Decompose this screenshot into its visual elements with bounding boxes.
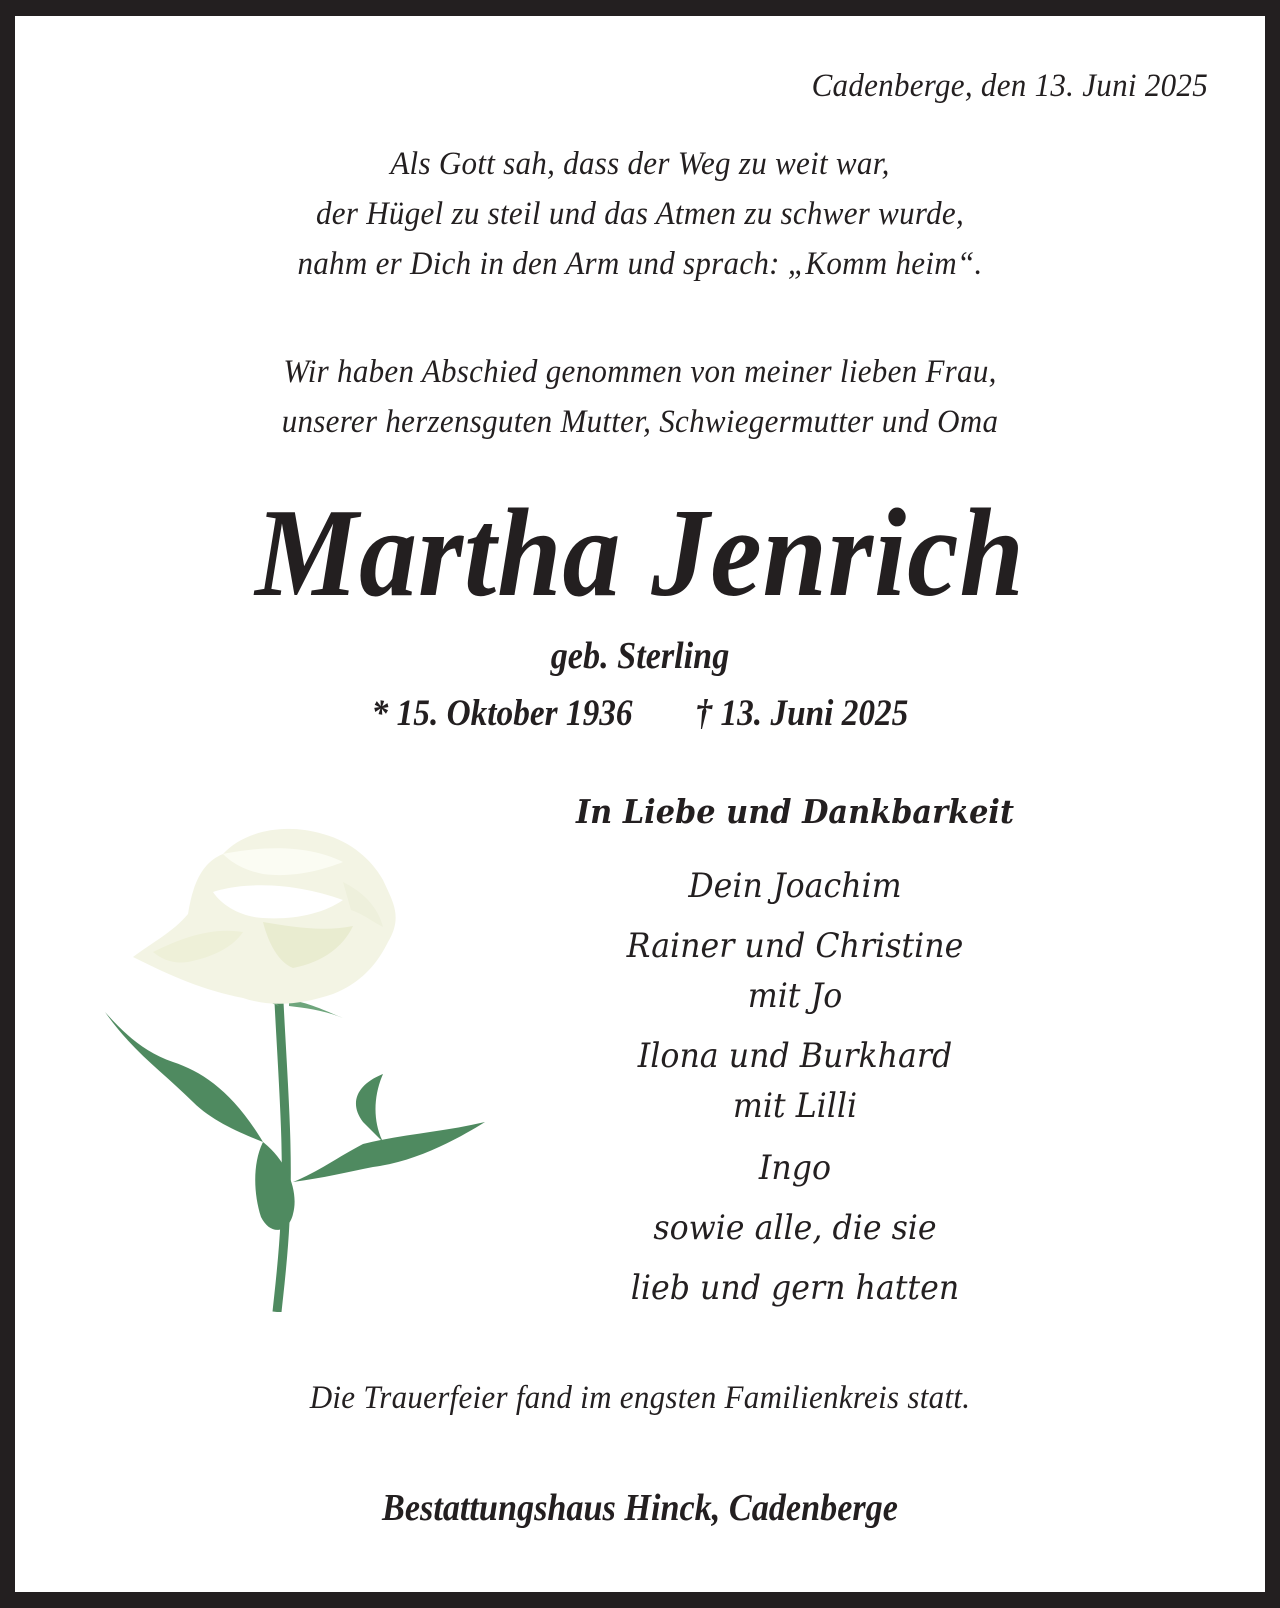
- mourner-line: mit Jo: [747, 976, 843, 1016]
- birth-date: * 15. Oktober 1936: [371, 693, 633, 734]
- place-date: Cadenberge, den 13. Juni 2025: [811, 68, 1208, 104]
- mourner-line: Dein Joachim: [688, 866, 902, 906]
- mourner-line: Ilona und Burkhard: [637, 1036, 953, 1076]
- mourner-line: mit Lilli: [732, 1086, 858, 1126]
- poem-line-1: Als Gott sah, dass der Weg zu weit war,: [390, 146, 890, 182]
- deceased-name: Martha Jenrich: [255, 484, 1025, 623]
- mourner-line: Rainer und Christine: [626, 926, 964, 966]
- white-rose-icon: [93, 822, 493, 1312]
- farewell-line-1: Wir haben Abschied genommen von meiner lieben Frau,: [283, 354, 997, 390]
- mourner-line: sowie alle, die sie: [653, 1208, 937, 1248]
- life-dates: [78, 692, 1203, 735]
- obituary-notice: [15, 16, 1265, 1592]
- funeral-home: Bestattungshaus Hinck, Cadenberge: [382, 1487, 898, 1529]
- mourner-line: Ingo: [758, 1148, 832, 1188]
- ceremony-note: Die Trauerfeier fand im engsten Familienkreis statt.: [309, 1380, 971, 1416]
- death-date: † 13. Juni 2025: [695, 693, 909, 734]
- maiden-name: geb. Sterling: [550, 635, 730, 677]
- farewell-line-2: unserer herzensguten Mutter, Schwiegermutter und Oma: [281, 404, 999, 440]
- poem-line-3: nahm er Dich in den Arm und sprach: „Komm heim“.: [297, 246, 983, 282]
- poem-line-2: der Hügel zu steil und das Atmen zu schwer wurde,: [316, 196, 964, 232]
- mourner-line: lieb und gern hatten: [630, 1268, 960, 1308]
- closing-heading: In Liebe und Dankbarkeit: [575, 792, 1015, 831]
